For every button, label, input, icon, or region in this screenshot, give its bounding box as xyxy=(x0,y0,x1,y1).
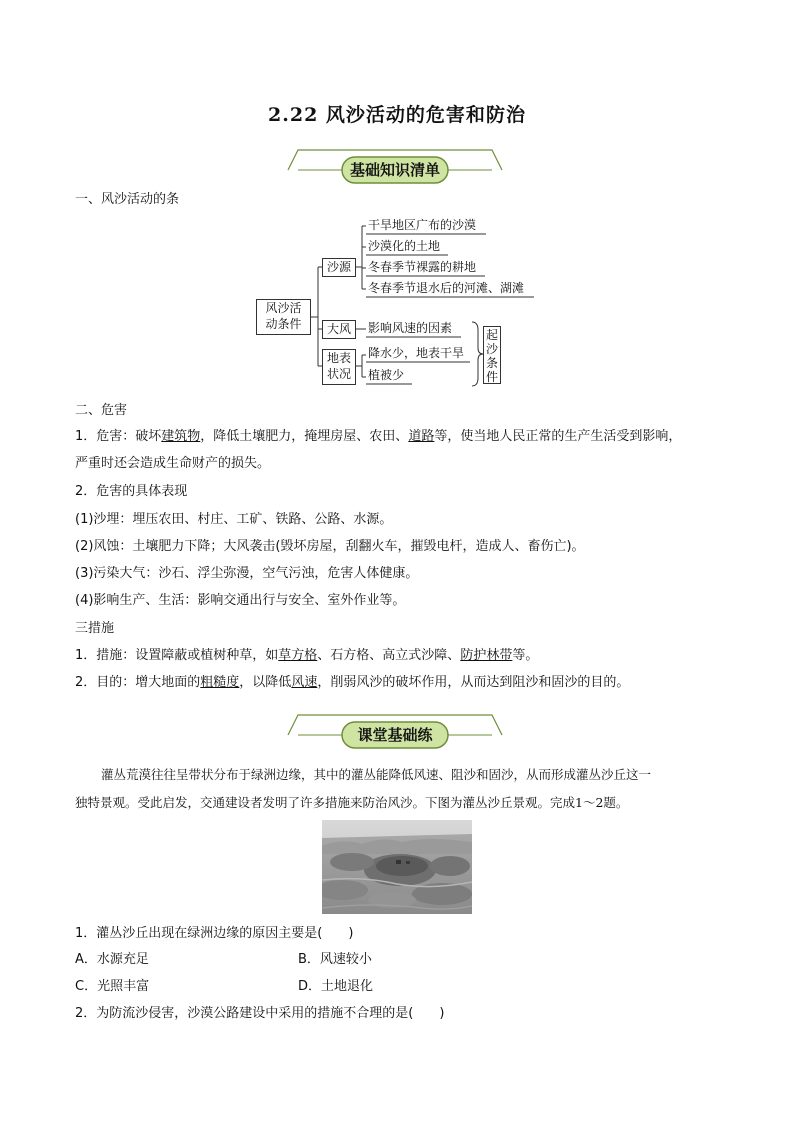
branch-wind-label: 大风 xyxy=(326,322,351,336)
option-d[interactable]: D．土地退化 xyxy=(298,979,374,994)
side-label-box xyxy=(483,326,501,384)
purpose-text: ，削弱风沙的破坏作用，从而达到阻沙和固沙的目的。 xyxy=(317,675,630,690)
section-heading-conditions: 一、风沙活动的条 xyxy=(75,192,180,207)
hazard-item: (2)风蚀：土壤肥力下降；大风袭击(毁坏房屋，刮翻火车，摧毁电杆，造成人、畜伤亡)。 xyxy=(75,539,585,554)
hazard-paragraph-line2: 严重时还会造成生命财产的损失。 xyxy=(75,456,271,471)
question-1: 1．灌丛沙丘出现在绿洲边缘的原因主要是( ) xyxy=(75,926,354,941)
banner-label: 课堂基础练 xyxy=(357,726,433,744)
source-item: 冬春季节裸露的耕地 xyxy=(368,260,477,274)
measure-line xyxy=(75,647,538,665)
root-line-2: 动条件 xyxy=(265,317,302,331)
branch-surface-box xyxy=(322,349,356,385)
purpose-text: 2．目的：增大地面的 xyxy=(75,675,201,690)
banner-label: 基础知识清单 xyxy=(349,161,440,179)
root-line-1: 风沙活 xyxy=(265,301,302,315)
side-char: 件 xyxy=(485,370,498,384)
purpose-key-term: 粗糙度 xyxy=(200,675,240,690)
hazard-paragraph xyxy=(75,428,681,446)
hazard-text: 等，使当地人民正常的生产生活受到影响， xyxy=(434,429,682,444)
hazard-item: (3)污染大气：沙石、浮尘弥漫，空气污浊，危害人体健康。 xyxy=(75,566,419,581)
section-heading-measures: 三措施 xyxy=(75,621,115,636)
branch-source-label: 沙源 xyxy=(326,260,351,274)
hazard-text: 1．危害：破坏 xyxy=(75,429,162,444)
hazard-item: (1)沙埋：埋压农田、村庄、工矿、铁路、公路、水源。 xyxy=(75,512,393,527)
source-item: 沙漠化的土地 xyxy=(368,239,441,253)
surface-item: 降水少，地表干旱 xyxy=(368,346,465,360)
hazard-key-term: 道路 xyxy=(408,429,435,444)
measure-text: 1．措施：设置障蔽或植树种草，如 xyxy=(75,648,279,663)
hazard-subheading: 2．危害的具体表现 xyxy=(75,484,188,499)
measure-key-term: 防护林带 xyxy=(460,648,513,663)
source-item: 干旱地区广布的沙漠 xyxy=(368,218,477,232)
side-char: 起 xyxy=(485,328,498,342)
hazard-item: (4)影响生产、生活：影响交通出行与安全、室外作业等。 xyxy=(75,593,406,608)
question-2: 2．为防流沙侵害，沙漠公路建设中采用的措施不合理的是( ) xyxy=(75,1006,445,1021)
surface-line-2: 状况 xyxy=(326,367,351,381)
purpose-text: ，以降低 xyxy=(239,675,292,690)
page-title: 2.22 风沙活动的危害和防治 xyxy=(268,104,526,126)
measure-text: 、石方格、高立式沙障、 xyxy=(317,648,461,663)
source-item: 冬春季节退水后的河滩、湖滩 xyxy=(368,281,525,295)
section-heading-hazards: 二、危害 xyxy=(75,403,128,418)
option-a[interactable]: A．水源充足 xyxy=(75,952,149,967)
side-char: 沙 xyxy=(485,342,498,356)
diagram-root-box xyxy=(256,299,311,335)
shrub-dune-photo xyxy=(322,820,472,914)
measure-key-term: 草方格 xyxy=(278,648,318,663)
diagram-connectors xyxy=(0,0,794,400)
purpose-key-term: 风速 xyxy=(291,675,318,690)
wind-item: 影响风速的因素 xyxy=(368,321,453,335)
dune-landscape-image xyxy=(322,820,472,914)
option-b[interactable]: B．风速较小 xyxy=(298,952,372,967)
branch-wind-box xyxy=(322,320,356,339)
section-banner-exercises xyxy=(286,713,504,757)
hazard-key-term: 建筑物 xyxy=(161,429,201,444)
measure-text: 等。 xyxy=(512,648,539,663)
purpose-line xyxy=(75,674,629,692)
exercise-intro-line1: 灌丛荒漠往往呈带状分布于绿洲边缘，其中的灌丛能降低风速、阻沙和固沙，从而形成灌丛沙丘这一 xyxy=(101,767,652,782)
surface-item: 植被少 xyxy=(368,368,405,382)
branch-source-box xyxy=(322,258,356,277)
side-char: 条 xyxy=(485,356,498,370)
surface-line-1: 地表 xyxy=(326,351,351,365)
exercise-intro-line2: 独特景观。受此启发，交通建设者发明了许多措施来防治风沙。下图为灌丛沙丘景观。完成1～2题。 xyxy=(75,795,629,810)
option-c[interactable]: C．光照丰富 xyxy=(75,979,150,994)
hazard-text: ，降低土壤肥力，掩埋房屋、农田、 xyxy=(200,429,409,444)
